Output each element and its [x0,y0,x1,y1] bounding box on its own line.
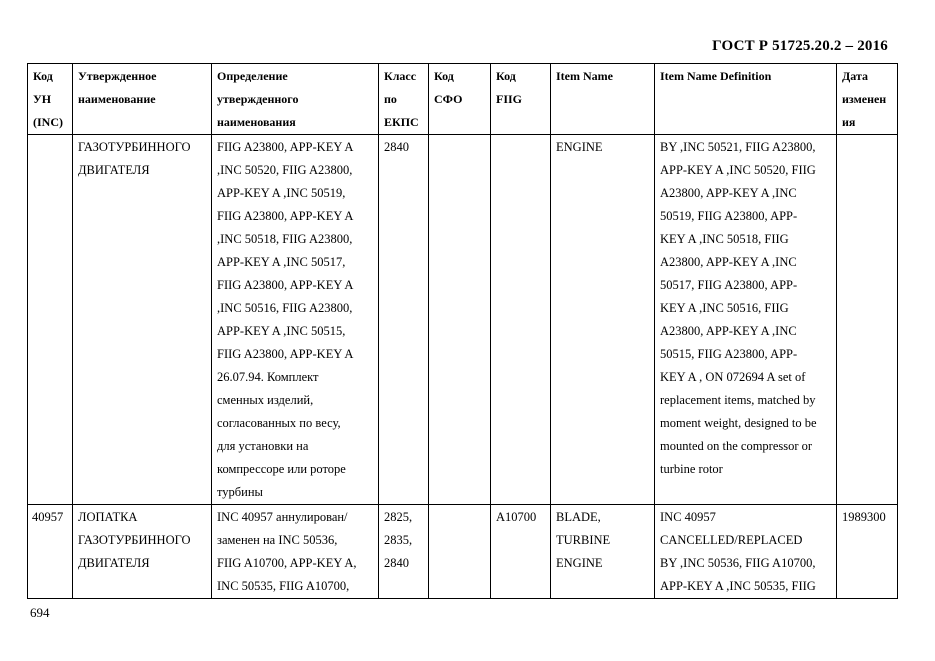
cell-line: ,INC 50516, FIIG A23800, [217,301,353,315]
cell-line: ,INC 50518, FIIG A23800, [217,232,353,246]
cell-line: ГАЗОТУРБИННОГО [78,533,191,547]
column-header-inc [28,64,73,135]
cell-line: ,INC 50520, FIIG A23800, [217,163,353,177]
cell-line: TURBINE [556,533,611,547]
cell-date [837,135,898,505]
column-header-fiig [491,64,551,135]
table-header-row [28,64,898,135]
cell-line: 50515, FIIG A23800, APP- [660,347,798,361]
cell-line: KEY A ,INC 50516, FIIG [660,301,789,315]
cell-line: FIIG A23800, APP-KEY A [217,209,354,223]
cell-sfo [429,135,491,505]
cell-name [73,135,212,505]
header-line: Item Name Definition [660,69,772,83]
cell-item-def [655,135,837,505]
cell-line: ДВИГАТЕЛЯ [78,163,150,177]
cell-line: replacement items, matched by [660,393,816,407]
cell-line: turbine rotor [660,462,723,476]
header-line: Утвержденное [78,69,157,83]
cell-date [837,505,898,599]
header-line: Определение [217,69,288,83]
cell-line: турбины [217,485,263,499]
cell-line: ENGINE [556,140,603,154]
cell-line: FIIG A23800, APP-KEY A [217,347,354,361]
cell-line: KEY A , ON 072694 A set of [660,370,806,384]
header-line: Item Name [556,69,613,83]
header-line: СФО [434,92,463,106]
cell-definition [212,505,379,599]
cell-line: CANCELLED/REPLACED [660,533,803,547]
cell-line: BY ,INC 50536, FIIG A10700, [660,556,816,570]
column-header-definition [212,64,379,135]
cell-class [379,505,429,599]
cell-line: 2825, [384,510,413,524]
cell-line: ЛОПАТКА [78,510,138,524]
header-line: изменен [842,92,887,106]
cell-line: 50519, FIIG A23800, APP- [660,209,798,223]
catalog-table [27,63,898,599]
cell-item-name [551,505,655,599]
cell-line: согласованных по весу, [217,416,341,430]
cell-line: INC 40957 аннулирован/ [217,510,348,524]
header-line: Код [496,69,516,83]
cell-line: KEY A ,INC 50518, FIIG [660,232,789,246]
header-line: Код [33,69,53,83]
cell-line: A23800, APP-KEY A ,INC [660,186,797,200]
header-line: наименование [78,92,156,106]
cell-line: ГАЗОТУРБИННОГО [78,140,191,154]
header-line: ия [842,115,856,129]
cell-line: A23800, APP-KEY A ,INC [660,324,797,338]
cell-item-name [551,135,655,505]
column-header-name [73,64,212,135]
column-header-item-name [551,64,655,135]
cell-line: ДВИГАТЕЛЯ [78,556,150,570]
cell-line: A10700 [496,510,537,524]
cell-line: 26.07.94. Комплект [217,370,319,384]
header-line: УН [33,92,52,106]
cell-line: заменен на INC 50536, [217,533,338,547]
column-header-sfo [429,64,491,135]
document-header: ГОСТ Р 51725.20.2 – 2016 [712,38,888,54]
cell-line: mounted on the compressor or [660,439,813,453]
table-row [28,505,898,599]
cell-line: компрессоре или роторе [217,462,346,476]
cell-line: INC 40957 [660,510,716,524]
cell-sfo [429,505,491,599]
cell-line: FIIG A23800, APP-KEY A [217,278,354,292]
column-header-class [379,64,429,135]
header-line: Класс [384,69,417,83]
cell-line: для установки на [217,439,309,453]
cell-line: FIIG A10700, APP-KEY A, [217,556,357,570]
cell-item-def [655,505,837,599]
cell-inc [28,505,73,599]
cell-name [73,505,212,599]
cell-line: 2835, [384,533,413,547]
cell-line: сменных изделий, [217,393,314,407]
header-line: FIIG [496,92,523,106]
cell-line: 50517, FIIG A23800, APP- [660,278,798,292]
cell-line: FIIG A23800, APP-KEY A [217,140,354,154]
cell-fiig [491,505,551,599]
cell-fiig [491,135,551,505]
cell-definition [212,135,379,505]
cell-line: 40957 [32,510,64,524]
cell-line: 2840 [384,556,409,570]
header-line: (INC) [33,115,63,129]
header-line: наименования [217,115,296,129]
header-line: утвержденного [217,92,299,106]
cell-line: BLADE, [556,510,601,524]
header-line: по [384,92,397,106]
cell-line: BY ,INC 50521, FIIG A23800, [660,140,816,154]
cell-line: INC 50535, FIIG A10700, [217,579,350,593]
cell-line: ENGINE [556,556,603,570]
header-line: ЕКПС [384,115,419,129]
header-line: Дата [842,69,868,83]
cell-line: moment weight, designed to be [660,416,817,430]
cell-line: 1989300 [842,510,886,524]
page-number: 694 [30,605,50,620]
column-header-item-definition [655,64,837,135]
cell-line: APP-KEY A ,INC 50515, [217,324,346,338]
header-line: Код [434,69,454,83]
cell-line: 2840 [384,140,409,154]
cell-class [379,135,429,505]
cell-line: APP-KEY A ,INC 50535, FIIG [660,579,816,593]
table-row [28,135,898,505]
cell-line: APP-KEY A ,INC 50519, [217,186,346,200]
cell-line: A23800, APP-KEY A ,INC [660,255,797,269]
column-header-change-date [837,64,898,135]
cell-line: APP-KEY A ,INC 50517, [217,255,346,269]
cell-inc [28,135,73,505]
cell-line: APP-KEY A ,INC 50520, FIIG [660,163,816,177]
